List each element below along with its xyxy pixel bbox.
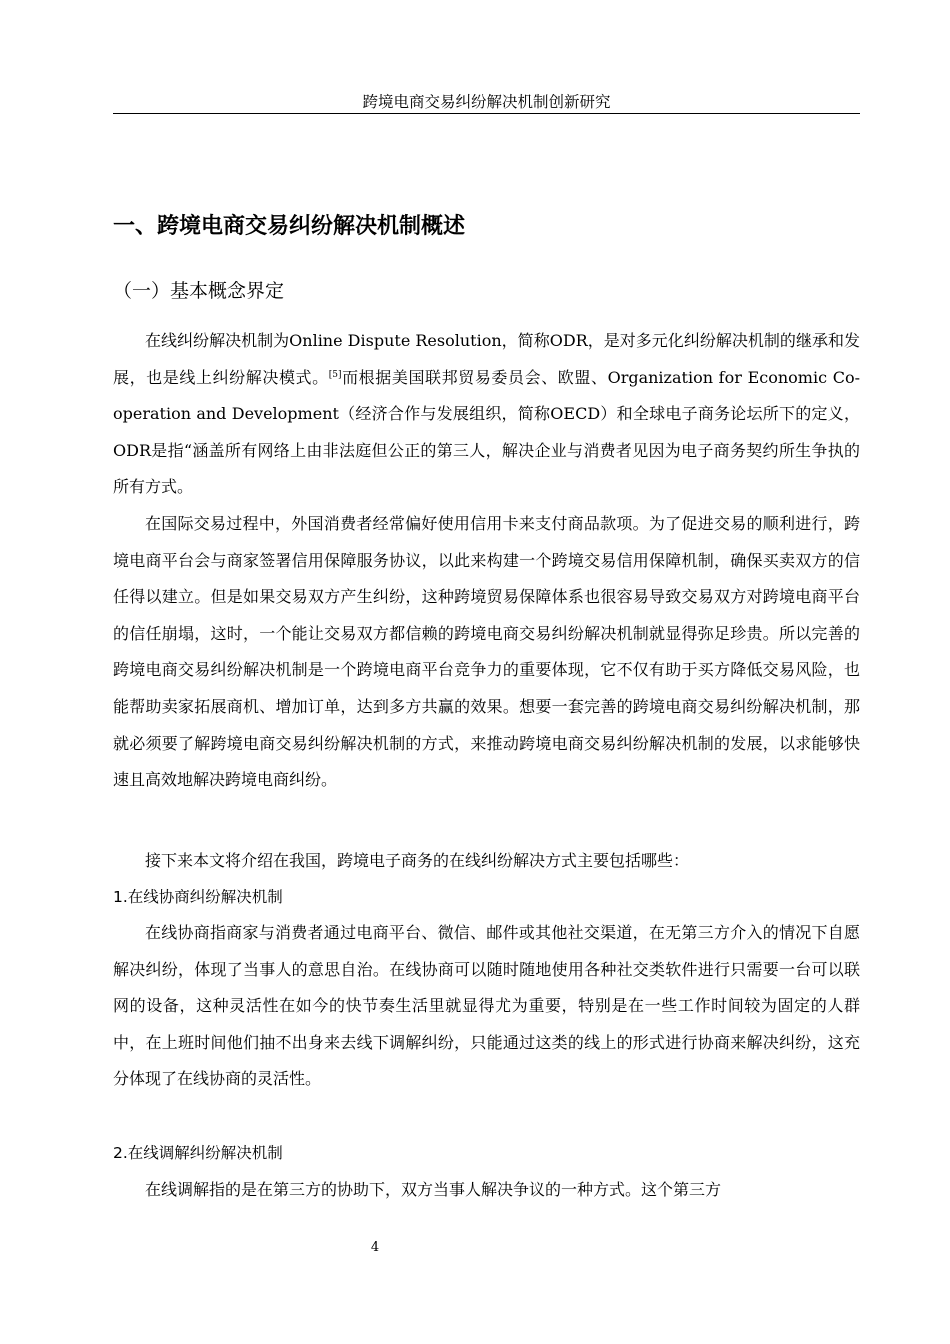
citation-marker: [5] (328, 369, 342, 380)
paragraph-odr-text-1: 在线纠纷解决机制为Online Dispute Resolution，简称ODR，是对多元化纠纷解决机制的继承和发展，也是线上纠纷解决模式。 (113, 331, 860, 387)
paragraph-odr-text-2: 而根据美国联邦贸易委员会、欧盟、Organization for Economic Co-operation and Development（经济合作与发展组织，简称OECD）和全球电子商务论坛所下的定义，ODR是指“涵盖所有网络上由非法庭但公正的第三人，解决企业与消费者见因为电子商务契约所生争执的所有方式。 (113, 367, 860, 497)
paragraph-online-negotiation: 在线协商指商家与消费者通过电商平台、微信、邮件或其他社交渠道，在无第三方介入的情况下自愿解决纠纷，体现了当事人的意思自治。在线协商可以随时随地使用各种社交类软件进行只需要一台可以联网的设备，这种灵活性在如今的快节奏生活里就显得尤为重要，特别是在一些工作时间较为固定的人群中，在上班时间他们抽不出身来去线下调解纠纷，只能通过这类的线上的形式进行协商来解决纠纷，这充分体现了在线协商的灵活性。 (113, 923, 860, 1089)
subsection-title: （一）基本概念界定 (113, 280, 285, 302)
paragraph-online-mediation: 在线调解指的是在第三方的协助下，双方当事人解决争议的一种方式。这个第三方 (145, 1180, 722, 1199)
paragraph-odr-definition (113, 323, 860, 506)
paragraph-introduction: 接下来本文将介绍在我国，跨境电子商务的在线纠纷解决方式主要包括哪些： (145, 851, 690, 870)
running-header: 跨境电商交易纠纷解决机制创新研究 (362, 93, 611, 111)
item-1-heading: 1.在线协商纠纷解决机制 (113, 888, 283, 906)
section-title: 一、跨境电商交易纠纷解决机制概述 (113, 214, 466, 239)
item-2-heading: 2.在线调解纠纷解决机制 (113, 1144, 283, 1162)
paragraph-credit-guarantee: 在国际交易过程中，外国消费者经常偏好使用信用卡来支付商品款项。为了促进交易的顺利进行，跨境电商平台会与商家签署信用保障服务协议，以此来构建一个跨境交易信用保障机制，确保买卖双方的信任得以建立。但是如果交易双方产生纠纷，这种跨境贸易保障体系也很容易导致交易双方对跨境电商平台的信任崩塌，这时，一个能让交易双方都信赖的跨境电商交易纠纷解决机制就显得弥足珍贵。所以完善的跨境电商交易纠纷解决机制是一个跨境电商平台竞争力的重要体现，它不仅有助于买方降低交易风险，也能帮助卖家拓展商机、增加订单，达到多方共赢的效果。想要一套完善的跨境电商交易纠纷解决机制，那就必须要了解跨境电商交易纠纷解决机制的方式，来推动跨境电商交易纠纷解决机制的发展，以求能够快速且高效地解决跨境电商纠纷。 (113, 514, 860, 790)
page-number: 4 (370, 1240, 380, 1255)
header-rule (113, 113, 860, 114)
